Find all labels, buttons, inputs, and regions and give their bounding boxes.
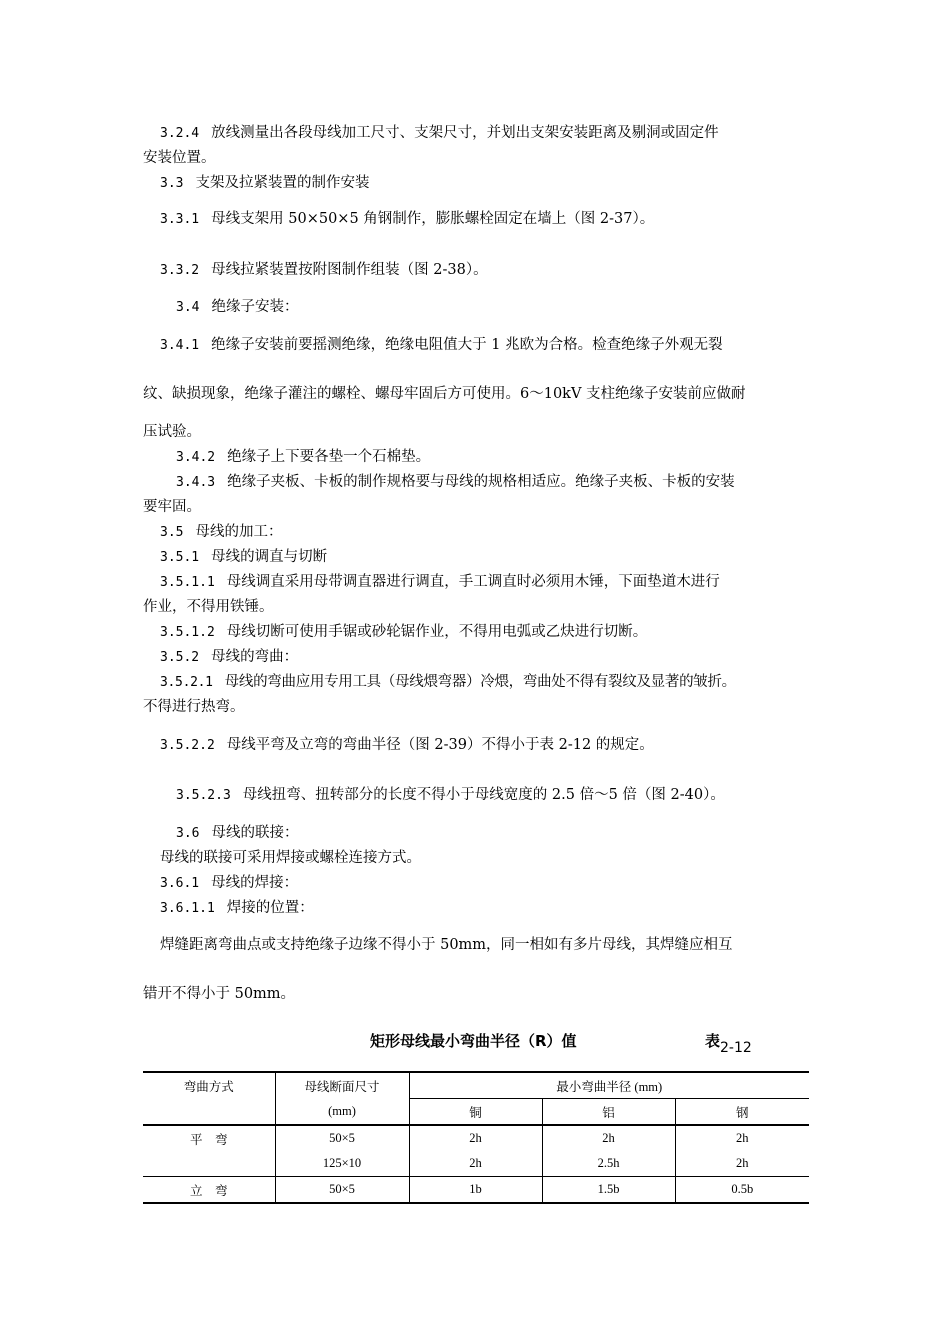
- cell-copper: 2h: [409, 1151, 542, 1177]
- table-number-value: 2-12: [720, 1040, 752, 1056]
- table-row: [143, 1125, 809, 1151]
- header-copper: 铜: [409, 1099, 542, 1126]
- clause-text: 要牢固。: [143, 499, 201, 515]
- clause-number: 3.3.1: [160, 212, 200, 227]
- clause-text: 绝缘子上下要各垫一个石棉垫。: [227, 449, 431, 465]
- clause-number: 3.5.1.1: [160, 575, 215, 590]
- clause-text: 焊接的位置：: [226, 900, 314, 916]
- header-aluminum: 铝: [542, 1099, 675, 1126]
- para-3-5-2: [160, 647, 298, 668]
- table-header-row: [143, 1072, 809, 1099]
- para-3-4-1: [160, 335, 723, 356]
- clause-number: 3.5.1: [160, 550, 200, 565]
- clause-text: 母线扭弯、扭转部分的长度不得小于母线宽度的 2.5 倍～5 倍（图 2-40）。: [242, 787, 725, 803]
- cell-method: [143, 1151, 275, 1177]
- clause-text: 母线的弯曲：: [211, 649, 299, 665]
- clause-text: 母线的焊接：: [211, 875, 299, 891]
- para-3-6-1-1: [160, 898, 314, 919]
- clause-text: 焊缝距离弯曲点或支持绝缘子边缘不得小于 50mm，同一相如有多片母线，其焊缝应相互: [160, 937, 733, 953]
- para-3-2-4: [160, 123, 719, 144]
- clause-number: 3.5.2.2: [160, 738, 215, 753]
- clause-text: 母线调直采用母带调直器进行调直，手工调直时必须用木锤，下面垫道木进行: [226, 574, 720, 590]
- bending-radius-table: [143, 1071, 809, 1204]
- clause-number: 3.5.1.2: [160, 625, 215, 640]
- clause-text: 母线的弯曲应用专用工具（母线煨弯器）冷煨，弯曲处不得有裂纹及显著的皱折。: [224, 674, 736, 690]
- para-3-4-2: [176, 447, 430, 468]
- clause-text: 母线切断可使用手锯或砂轮锯作业，不得用电弧或乙炔进行切断。: [226, 624, 648, 640]
- para-continuation: [143, 148, 216, 168]
- cell-steel: 2h: [675, 1125, 809, 1151]
- para-continuation: [143, 597, 274, 617]
- para-3-4-3: [176, 472, 735, 493]
- para-3-6: [176, 823, 298, 844]
- para-continuation: [143, 384, 746, 404]
- clause-number: 3.5.2: [160, 650, 200, 665]
- para-3-5-2-1: [160, 672, 736, 693]
- para-continuation: [160, 935, 733, 955]
- para-3-5-1: [160, 547, 327, 568]
- clause-text: 支架及拉紧装置的制作安装: [195, 175, 370, 191]
- clause-number: 3.5.2.3: [176, 788, 231, 803]
- clause-number: 3.4: [176, 300, 200, 315]
- para-3-3-1: [160, 209, 654, 230]
- table-title: 矩形母线最小弯曲半径（R）值: [370, 1032, 577, 1050]
- cell-copper: 2h: [409, 1125, 542, 1151]
- clause-number: 3.3.2: [160, 263, 200, 278]
- clause-text: 不得进行热弯。: [143, 699, 245, 715]
- clause-number: 3.2.4: [160, 126, 200, 141]
- clause-text: 安装位置。: [143, 150, 216, 166]
- clause-text: 纹、缺损现象，绝缘子灌注的螺栓、螺母牢固后方可使用。6～10kV 支柱绝缘子安装前应做耐: [143, 386, 746, 402]
- para-3-3: [160, 173, 369, 194]
- clause-number: 3.6.1: [160, 876, 200, 891]
- cell-section: 125×10: [275, 1151, 409, 1177]
- clause-text: 压试验。: [143, 424, 201, 440]
- para-continuation: [143, 697, 245, 717]
- para-3-5-1-2: [160, 622, 647, 643]
- clause-text: 放线测量出各段母线加工尺寸、支架尺寸，并划出支架安装距离及剔洞或固定件: [211, 125, 719, 141]
- cell-method: 立 弯: [143, 1177, 275, 1204]
- para-3-4: [176, 297, 298, 318]
- para-3-3-2: [160, 260, 488, 281]
- para-3-5: [160, 522, 282, 543]
- clause-text: 母线的联接：: [211, 825, 299, 841]
- para-continuation: [143, 984, 295, 1004]
- table-row: [143, 1177, 809, 1204]
- para-3-5-1-1: [160, 572, 720, 593]
- cell-steel: 2h: [736, 1156, 749, 1170]
- header-section: 母线断面尺寸: [275, 1072, 409, 1099]
- clause-text: 母线的联接可采用焊接或螺栓连接方式。: [160, 850, 421, 866]
- clause-number: 3.3: [160, 176, 184, 191]
- clause-number: 3.5: [160, 525, 184, 540]
- para-continuation: [160, 848, 421, 868]
- table-label: 表: [705, 1032, 721, 1050]
- clause-text: 母线的加工：: [195, 524, 283, 540]
- clause-number: 3.5.2.1: [160, 675, 213, 690]
- table-number: [705, 1030, 752, 1056]
- table-row: [143, 1151, 809, 1177]
- para-3-6-1: [160, 873, 298, 894]
- header-steel: 钢: [675, 1099, 809, 1126]
- header-radius: 最小弯曲半径 (mm): [409, 1072, 809, 1099]
- cell-aluminum: 2h: [542, 1125, 675, 1151]
- clause-text: 母线拉紧装置按附图制作组装（图 2-38）。: [211, 262, 488, 278]
- clause-text: 作业，不得用铁锤。: [143, 599, 274, 615]
- clause-number: 3.6: [176, 826, 200, 841]
- clause-text: 绝缘子安装：: [211, 299, 299, 315]
- clause-text: 错开不得小于 50mm。: [143, 986, 296, 1002]
- para-3-5-2-2: [160, 735, 654, 756]
- cell-method: 平 弯: [143, 1125, 275, 1151]
- table-subheader-row: [143, 1099, 809, 1126]
- para-continuation: [143, 497, 201, 517]
- cell-steel: 0.5b: [675, 1177, 809, 1204]
- clause-number: 3.4.3: [176, 475, 216, 490]
- cell-aluminum: 2.5h: [542, 1151, 675, 1177]
- cell-section: 50×5: [275, 1125, 409, 1151]
- para-3-5-2-3: [176, 785, 725, 806]
- cell-section: 50×5: [275, 1177, 409, 1204]
- cell-copper: 1b: [409, 1177, 542, 1204]
- cell-aluminum: 1.5b: [542, 1177, 675, 1204]
- clause-text: 绝缘子夹板、卡板的制作规格要与母线的规格相适应。绝缘子夹板、卡板的安装: [227, 474, 735, 490]
- header-section-unit: (mm): [275, 1099, 409, 1126]
- header-method: 弯曲方式: [143, 1072, 275, 1099]
- clause-text: 绝缘子安装前要摇测绝缘，绝缘电阻值大于 1 兆欧为合格。检查绝缘子外观无裂: [211, 337, 723, 353]
- clause-number: 3.6.1.1: [160, 901, 215, 916]
- clause-number: 3.4.1: [160, 338, 200, 353]
- clause-text: 母线平弯及立弯的弯曲半径（图 2-39）不得小于表 2-12 的规定。: [226, 737, 654, 753]
- header-method-blank: [143, 1099, 275, 1126]
- para-continuation: [143, 422, 201, 442]
- clause-number: 3.4.2: [176, 450, 216, 465]
- clause-text: 母线支架用 50×50×5 角钢制作，膨胀螺栓固定在墙上（图 2-37）。: [211, 211, 655, 227]
- clause-text: 母线的调直与切断: [211, 549, 328, 565]
